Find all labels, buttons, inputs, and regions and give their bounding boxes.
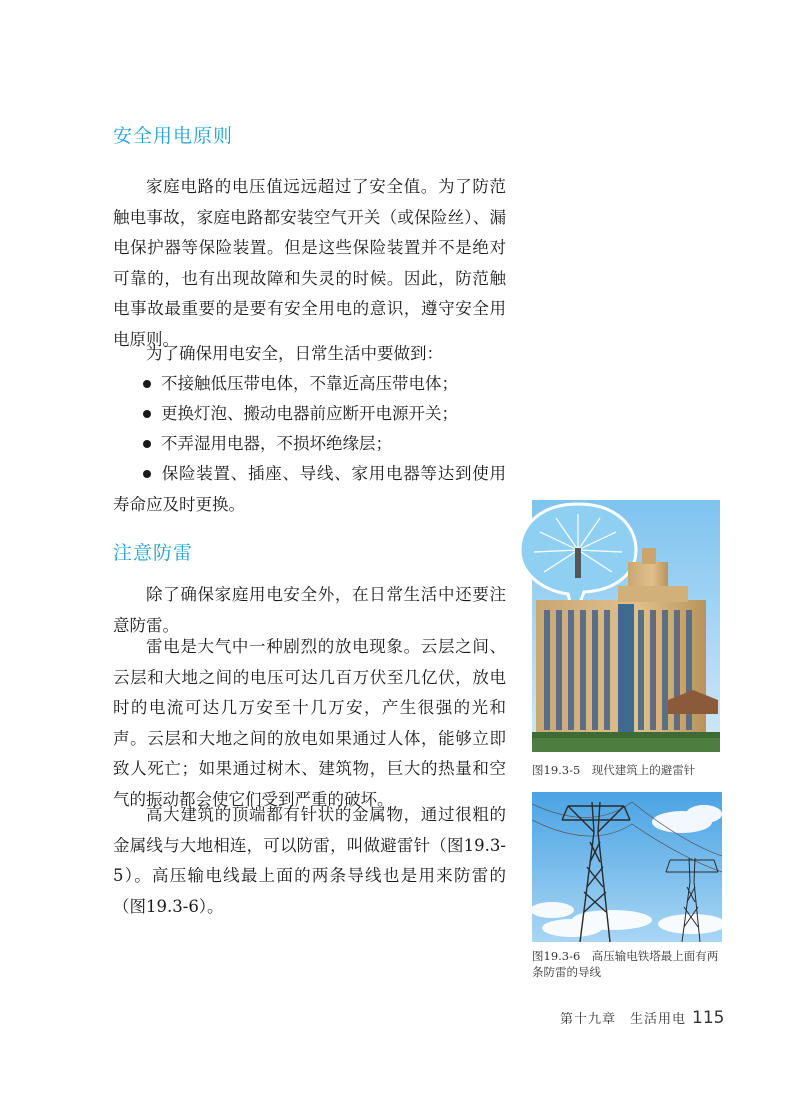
section-heading-safety: 安全用电原则	[113, 125, 234, 147]
bullet-icon	[143, 470, 151, 478]
power-tower-image	[532, 792, 722, 942]
list-item: 不弄湿用电器，不损坏绝缘层；	[113, 429, 506, 460]
list-item: 更换灯泡、搬动电器前应断开电源开关；	[113, 399, 506, 430]
list-item: 不接触低压带电体，不靠近高压带电体；	[113, 369, 506, 400]
paragraph-safety-list-intro: 为了确保用电安全，日常生活中要做到：	[146, 344, 443, 363]
page-footer	[560, 1008, 724, 1028]
figure-caption-19-3-6: 图19.3-6 高压输电铁塔最上面有两条防雷的导线	[532, 949, 719, 979]
building-lightning-rod-image	[518, 500, 720, 752]
figure-caption-19-3-5: 图19.3-5 现代建筑上的避雷针	[532, 763, 696, 777]
bullet-icon	[143, 410, 151, 418]
bullet-icon	[143, 440, 151, 448]
chapter-title: 第十九章 生活用电	[560, 1012, 687, 1027]
paragraph-lightning-description: 雷电是大气中一种剧烈的放电现象。云层之间、云层和大地之间的电压可达几百万伏至几亿伏，放电时的电流可达几万安至十几万安，产生很强的光和声。云层和大地之间的放电如果通过人体，能够立即致人死亡；如果通过树木、建筑物，巨大的热量和空气的振动都会使它们受到严重的破坏。	[113, 637, 506, 809]
page-number: 115	[692, 1008, 725, 1028]
section-heading-lightning: 注意防雷	[113, 542, 194, 564]
list-item: 保险装置、插座、导线、家用电器等达到使用寿命应及时更换。	[113, 464, 506, 514]
paragraph-safety-intro: 家庭电路的电压值远远超过了安全值。为了防范触电事故，家庭电路都安装空气开关（或保险丝）、漏电保护器等保险装置。但是这些保险装置并不是绝对可靠的，也有出现故障和失灵的时候。因此，防范触电事故最重要的是要有安全用电的意识，遵守安全用电原则。	[113, 177, 506, 349]
paragraph-lightning-intro: 除了确保家庭用电安全外，在日常生活中还要注意防雷。	[113, 585, 506, 635]
paragraph-lightning-rod: 高大建筑的顶端都有针状的金属物，通过很粗的金属线与大地相连，可以防雷，叫做避雷针（图19.3-5）。高压输电线最上面的两条导线也是用来防雷的（图19.3-6）。	[113, 805, 506, 916]
bullet-icon	[143, 380, 151, 388]
